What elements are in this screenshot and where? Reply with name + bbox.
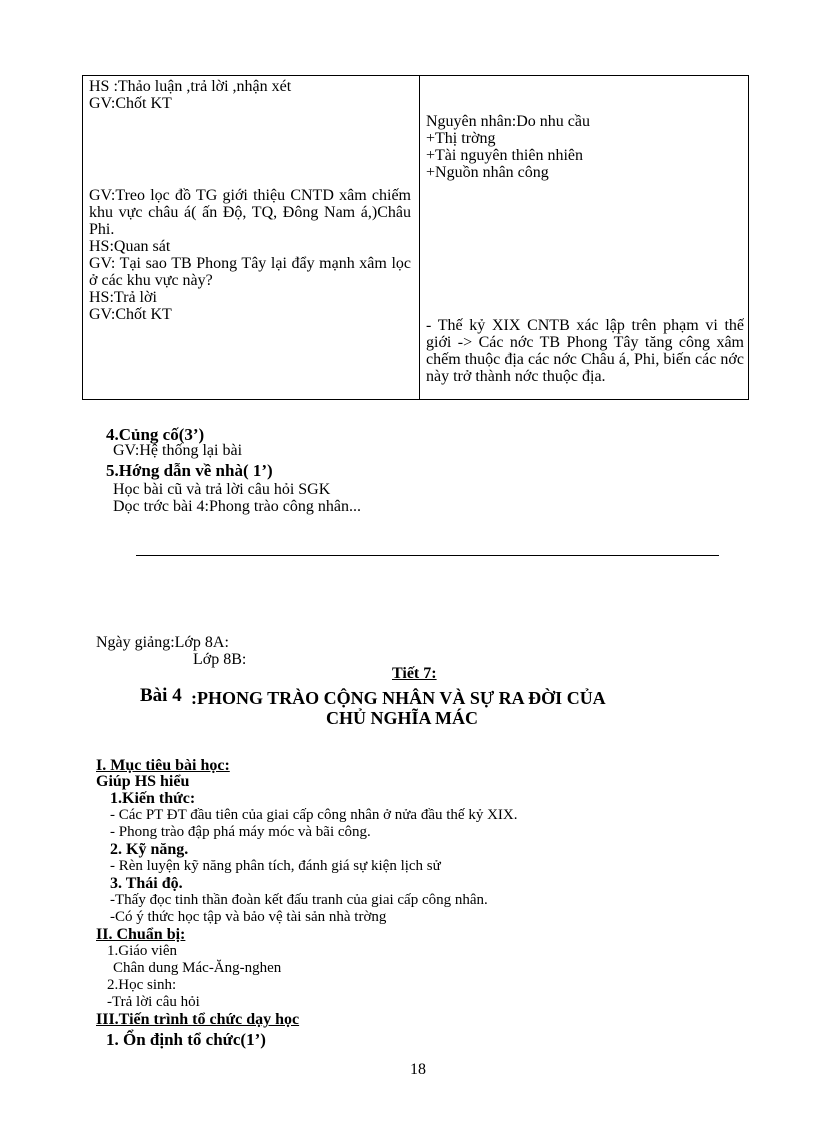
section-3-title: III.Tiến trình tổ chức dạy học xyxy=(96,1011,300,1028)
right-paragraph: - Thế kỷ XIX CNTB xác lập trên phạm vi thế giới -> Các nớc TB Phong Tây tăng công xâm chếm thuộc địa các nớc Châu á, Phi, biến các nớc này trở thành nớc thuộc địa. xyxy=(426,317,744,385)
homework-heading: 5.Hớng dẫn về nhà( 1’) xyxy=(106,461,273,480)
left-line: GV:Chốt KT xyxy=(89,306,172,323)
right-line: +Nguồn nhân công xyxy=(426,164,549,181)
knowledge-title: 1.Kiến thức: xyxy=(110,790,196,807)
left-line: HS:Quan sát xyxy=(89,238,171,255)
date-line-2: Lớp 8B: xyxy=(193,651,247,668)
section-2-title: II. Chuẩn bị: xyxy=(96,926,186,943)
student-line: -Trả lời câu hỏi xyxy=(107,994,200,1010)
attitude-title: 3. Thái độ. xyxy=(110,875,183,892)
left-paragraph: GV:Treo lọc đồ TG giới thiệu CNTD xâm chiếm khu vực châu á( ấn Độ, TQ, Đông Nam á,)Châu Phi. xyxy=(89,187,411,238)
student-title: 2.Học sinh: xyxy=(107,977,177,993)
lesson-prefix: Bài 4 xyxy=(140,685,182,706)
teacher-title: 1.Giáo viên xyxy=(107,943,177,959)
section-1-subtitle: Giúp HS hiểu xyxy=(96,773,190,790)
homework-line: Dọc trớc bài 4:Phong trào công nhân... xyxy=(113,498,361,515)
lesson-title-line-2: CHỦ NGHĨA MÁC xyxy=(326,708,478,728)
right-line: Nguyên nhân:Do nhu cầu xyxy=(426,113,590,130)
right-line: +Thị trờng xyxy=(426,130,496,147)
homework-line: Học bài cũ và trả lời câu hỏi SGK xyxy=(113,481,331,498)
review-heading: 4.Củng cố(3’) xyxy=(106,425,205,444)
left-line: HS :Thảo luận ,trả lời ,nhận xét xyxy=(89,78,292,95)
skills-title: 2. Kỹ năng. xyxy=(110,841,189,858)
date-line-1: Ngày giảng:Lớp 8A: xyxy=(96,634,229,651)
table-left-cell xyxy=(89,78,411,323)
table-column-divider xyxy=(419,76,420,399)
left-line: GV:Chốt KT xyxy=(89,95,172,112)
right-line: +Tài nguyên thiên nhiên xyxy=(426,147,583,164)
knowledge-line: - Các PT ĐT đầu tiên của giai cấp công nhân ở nửa đầu thế kỷ XIX. xyxy=(110,807,518,823)
teacher-line: Chân dung Mác-Ăng-nghen xyxy=(113,960,282,976)
section-1-title: I. Mục tiêu bài học: xyxy=(96,757,230,774)
organization-title: 1. Ổn định tổ chức(1’) xyxy=(106,1030,266,1049)
horizontal-divider xyxy=(136,555,719,556)
attitude-line: -Thấy đọc tinh thần đoàn kết đấu tranh của giai cấp công nhân. xyxy=(110,892,488,908)
lesson-table xyxy=(82,75,749,400)
table-right-cell xyxy=(426,76,744,387)
page-number: 18 xyxy=(410,1061,426,1078)
attitude-line: -Có ý thức học tập và bảo vệ tài sản nhà trờng xyxy=(110,909,387,925)
review-line: GV:Hệ thống lại bài xyxy=(113,442,243,459)
period-label: Tiết 7: xyxy=(392,665,437,682)
skills-line: - Rèn luyện kỹ năng phân tích, đánh giá sự kiện lịch sử xyxy=(110,858,441,874)
left-paragraph: GV: Tại sao TB Phong Tây lại đẩy mạnh xâm lọc ở các khu vực này? xyxy=(89,255,411,289)
lesson-title-line-1: :PHONG TRÀO CỘNG NHÂN VÀ SỰ RA ĐỜI CỦA xyxy=(191,688,606,708)
left-line: HS:Trả lời xyxy=(89,289,157,306)
knowledge-line: - Phong trào đập phá máy móc và bãi công. xyxy=(110,824,371,840)
